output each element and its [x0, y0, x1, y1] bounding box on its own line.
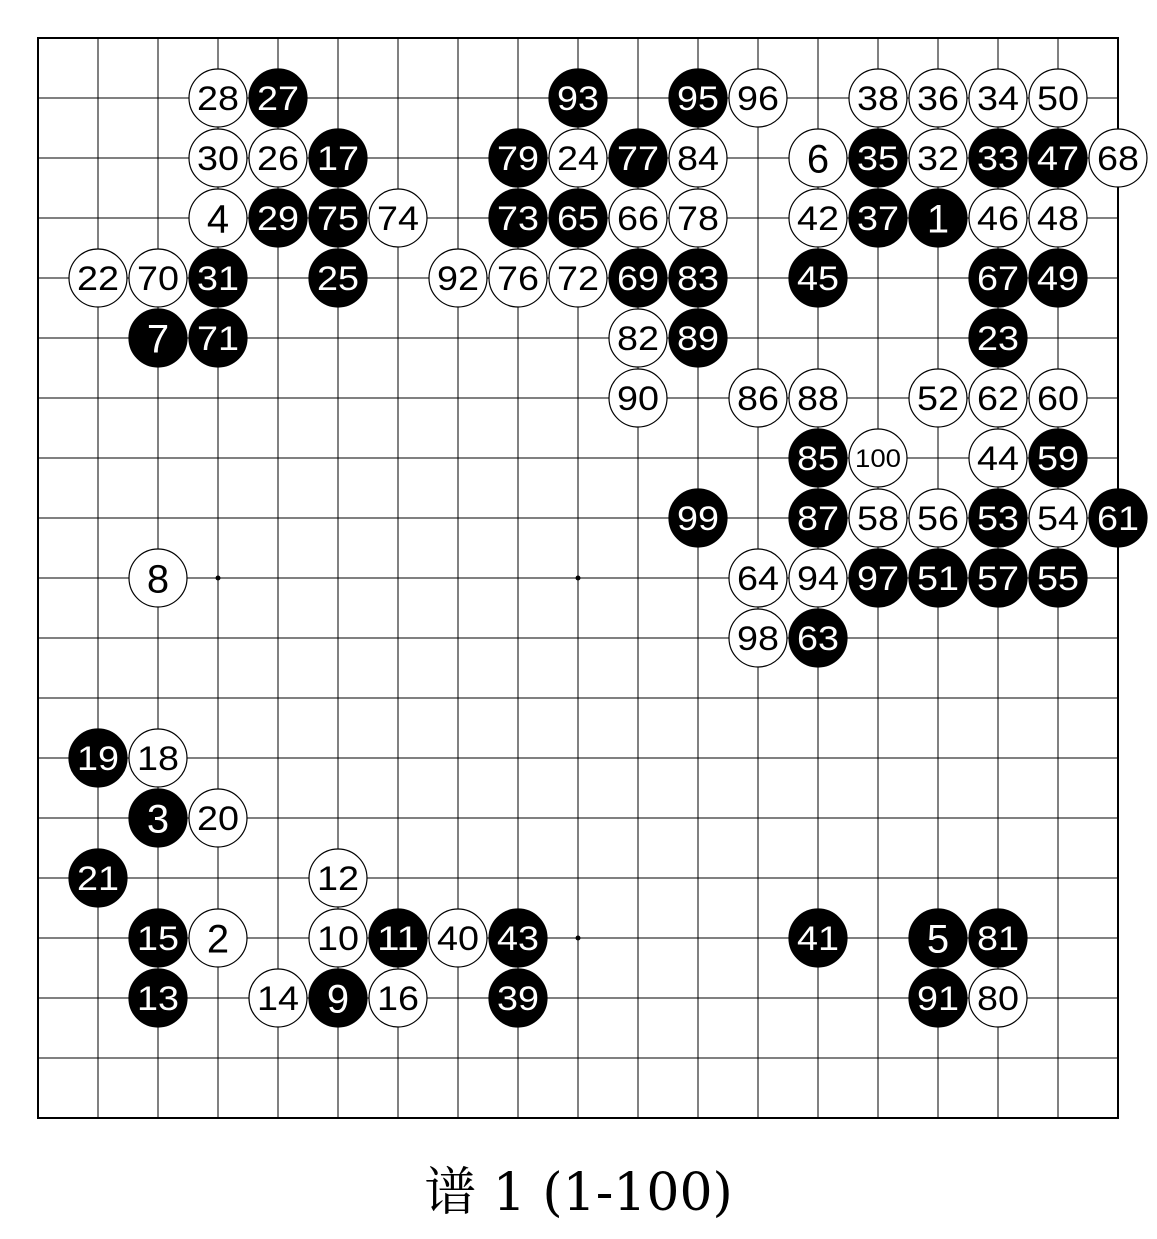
black-stone	[609, 249, 667, 307]
white-stone	[429, 249, 487, 307]
move-number: 3	[146, 797, 170, 842]
move-number: 35	[857, 140, 899, 179]
move-number: 66	[617, 200, 659, 239]
move-number: 68	[1097, 140, 1139, 179]
white-stone	[1029, 189, 1087, 247]
black-stone	[969, 129, 1027, 187]
move-number: 33	[977, 140, 1019, 179]
black-stone	[129, 309, 187, 367]
move-number: 76	[497, 260, 539, 299]
move-number: 16	[377, 980, 419, 1019]
white-stone	[849, 69, 907, 127]
white-stone	[729, 369, 787, 427]
move-number: 28	[197, 80, 239, 119]
black-stone	[189, 309, 247, 367]
white-stone	[249, 129, 307, 187]
black-stone	[69, 849, 127, 907]
black-stone	[849, 549, 907, 607]
move-number: 47	[1037, 140, 1079, 179]
move-number: 69	[617, 260, 659, 299]
black-stone	[789, 429, 847, 487]
move-number: 14	[257, 980, 299, 1019]
move-number: 91	[917, 980, 959, 1019]
black-stone	[849, 189, 907, 247]
black-stone	[789, 489, 847, 547]
move-number: 9	[326, 977, 350, 1022]
black-stone	[969, 909, 1027, 967]
black-stone	[309, 249, 367, 307]
white-stone	[1029, 369, 1087, 427]
move-number: 99	[677, 500, 719, 539]
black-stone	[669, 69, 727, 127]
black-stone	[669, 489, 727, 547]
black-stone	[129, 789, 187, 847]
black-stone	[909, 549, 967, 607]
move-number: 42	[797, 200, 839, 239]
black-stone	[249, 189, 307, 247]
black-stone	[489, 969, 547, 1027]
move-number: 20	[197, 800, 239, 839]
white-stone	[609, 309, 667, 367]
move-number: 13	[137, 980, 179, 1019]
move-number: 30	[197, 140, 239, 179]
white-stone	[189, 189, 247, 247]
move-number: 34	[977, 80, 1019, 119]
white-stone	[969, 969, 1027, 1027]
black-stone	[609, 129, 667, 187]
white-stone	[369, 969, 427, 1027]
white-stone	[1029, 69, 1087, 127]
black-stone	[849, 129, 907, 187]
black-stone	[189, 249, 247, 307]
black-stone	[669, 309, 727, 367]
black-stone	[69, 729, 127, 787]
white-stone	[849, 489, 907, 547]
black-stone	[369, 909, 427, 967]
move-number: 96	[737, 80, 779, 119]
black-stone	[309, 189, 367, 247]
move-number: 18	[137, 740, 179, 779]
white-stone	[909, 489, 967, 547]
move-number: 51	[917, 560, 959, 599]
white-stone	[129, 549, 187, 607]
move-number: 38	[857, 80, 899, 119]
star-point	[576, 936, 581, 941]
black-stone	[909, 189, 967, 247]
white-stone	[1029, 489, 1087, 547]
white-stone	[789, 549, 847, 607]
black-stone	[1029, 129, 1087, 187]
white-stone	[909, 129, 967, 187]
black-stone	[1089, 489, 1147, 547]
black-stone	[129, 909, 187, 967]
white-stone	[249, 969, 307, 1027]
move-number: 48	[1037, 200, 1079, 239]
move-number: 74	[377, 200, 419, 239]
move-number: 10	[317, 920, 359, 959]
move-number: 58	[857, 500, 899, 539]
white-stone	[969, 69, 1027, 127]
white-stone	[609, 369, 667, 427]
move-number: 2	[206, 917, 230, 962]
move-number: 59	[1037, 440, 1079, 479]
white-stone	[789, 129, 847, 187]
move-number: 53	[977, 500, 1019, 539]
white-stone	[69, 249, 127, 307]
move-number: 87	[797, 500, 839, 539]
white-stone	[669, 189, 727, 247]
black-stone	[249, 69, 307, 127]
move-number: 81	[977, 920, 1019, 959]
black-stone	[309, 129, 367, 187]
white-stone	[129, 249, 187, 307]
move-number: 92	[437, 260, 479, 299]
move-number: 65	[557, 200, 599, 239]
black-stone	[489, 189, 547, 247]
move-number: 72	[557, 260, 599, 299]
black-stone	[909, 909, 967, 967]
move-number: 86	[737, 380, 779, 419]
move-number: 31	[197, 260, 239, 299]
move-number: 41	[797, 920, 839, 959]
move-number: 80	[977, 980, 1019, 1019]
move-number: 94	[797, 560, 839, 599]
move-number: 89	[677, 320, 719, 359]
move-number: 77	[617, 140, 659, 179]
white-stone	[729, 69, 787, 127]
move-number: 97	[857, 560, 899, 599]
move-number: 21	[77, 860, 119, 899]
white-stone	[369, 189, 427, 247]
black-stone	[309, 969, 367, 1027]
move-number: 11	[377, 920, 419, 959]
move-number: 32	[917, 140, 959, 179]
white-stone	[969, 189, 1027, 247]
move-number: 39	[497, 980, 539, 1019]
move-number: 54	[1037, 500, 1079, 539]
move-number: 100	[855, 445, 901, 473]
move-number: 36	[917, 80, 959, 119]
move-number: 70	[137, 260, 179, 299]
move-number: 85	[797, 440, 839, 479]
white-stone	[489, 249, 547, 307]
white-stone	[789, 189, 847, 247]
move-number: 7	[146, 317, 170, 362]
move-number: 23	[977, 320, 1019, 359]
black-stone	[1029, 429, 1087, 487]
move-number: 71	[197, 320, 239, 359]
white-stone	[849, 429, 907, 487]
black-stone	[549, 69, 607, 127]
move-number: 1	[926, 197, 950, 242]
move-number: 37	[857, 200, 899, 239]
white-stone	[669, 129, 727, 187]
black-stone	[969, 309, 1027, 367]
white-stone	[429, 909, 487, 967]
white-stone	[729, 549, 787, 607]
white-stone	[969, 429, 1027, 487]
stones-layer	[69, 69, 1147, 1027]
white-stone	[549, 129, 607, 187]
move-number: 25	[317, 260, 359, 299]
move-number: 90	[617, 380, 659, 419]
move-number: 50	[1037, 80, 1079, 119]
black-stone	[909, 969, 967, 1027]
move-number: 24	[557, 140, 599, 179]
move-number: 84	[677, 140, 719, 179]
move-number: 44	[977, 440, 1019, 479]
white-stone	[129, 729, 187, 787]
move-number: 78	[677, 200, 719, 239]
black-stone	[489, 129, 547, 187]
move-number: 64	[737, 560, 779, 599]
move-number: 93	[557, 80, 599, 119]
move-number: 17	[317, 140, 359, 179]
move-number: 56	[917, 500, 959, 539]
move-number: 6	[806, 137, 830, 182]
white-stone	[189, 789, 247, 847]
move-number: 4	[206, 197, 230, 242]
star-point	[576, 576, 581, 581]
move-number: 57	[977, 560, 1019, 599]
move-number: 49	[1037, 260, 1079, 299]
move-number: 52	[917, 380, 959, 419]
move-number: 73	[497, 200, 539, 239]
black-stone	[669, 249, 727, 307]
move-number: 40	[437, 920, 479, 959]
move-number: 60	[1037, 380, 1079, 419]
white-stone	[609, 189, 667, 247]
black-stone	[1029, 549, 1087, 607]
move-number: 19	[77, 740, 119, 779]
white-stone	[729, 609, 787, 667]
white-stone	[309, 849, 367, 907]
black-stone	[789, 249, 847, 307]
move-number: 95	[677, 80, 719, 119]
black-stone	[969, 549, 1027, 607]
move-number: 27	[257, 80, 299, 119]
move-number: 67	[977, 260, 1019, 299]
black-stone	[129, 969, 187, 1027]
black-stone	[789, 609, 847, 667]
move-number: 5	[926, 917, 950, 962]
move-number: 29	[257, 200, 299, 239]
black-stone	[489, 909, 547, 967]
star-point	[216, 576, 221, 581]
white-stone	[909, 69, 967, 127]
black-stone	[1029, 249, 1087, 307]
move-number: 62	[977, 380, 1019, 419]
black-stone	[789, 909, 847, 967]
black-stone	[969, 249, 1027, 307]
move-number: 26	[257, 140, 299, 179]
move-number: 12	[317, 860, 359, 899]
move-number: 15	[137, 920, 179, 959]
move-number: 63	[797, 620, 839, 659]
move-number: 45	[797, 260, 839, 299]
move-number: 83	[677, 260, 719, 299]
white-stone	[309, 909, 367, 967]
white-stone	[1089, 129, 1147, 187]
diagram-caption: 谱 1 (1-100)	[424, 1163, 733, 1223]
white-stone	[189, 129, 247, 187]
black-stone	[969, 489, 1027, 547]
move-number: 79	[497, 140, 539, 179]
move-number: 22	[77, 260, 119, 299]
white-stone	[189, 69, 247, 127]
move-number: 98	[737, 620, 779, 659]
move-number: 61	[1097, 500, 1139, 539]
white-stone	[969, 369, 1027, 427]
black-stone	[549, 189, 607, 247]
move-number: 88	[797, 380, 839, 419]
white-stone	[549, 249, 607, 307]
move-number: 75	[317, 200, 359, 239]
move-number: 82	[617, 320, 659, 359]
white-stone	[909, 369, 967, 427]
move-number: 46	[977, 200, 1019, 239]
move-number: 8	[146, 557, 170, 602]
white-stone	[789, 369, 847, 427]
move-number: 55	[1037, 560, 1079, 599]
white-stone	[189, 909, 247, 967]
move-number: 43	[497, 920, 539, 959]
